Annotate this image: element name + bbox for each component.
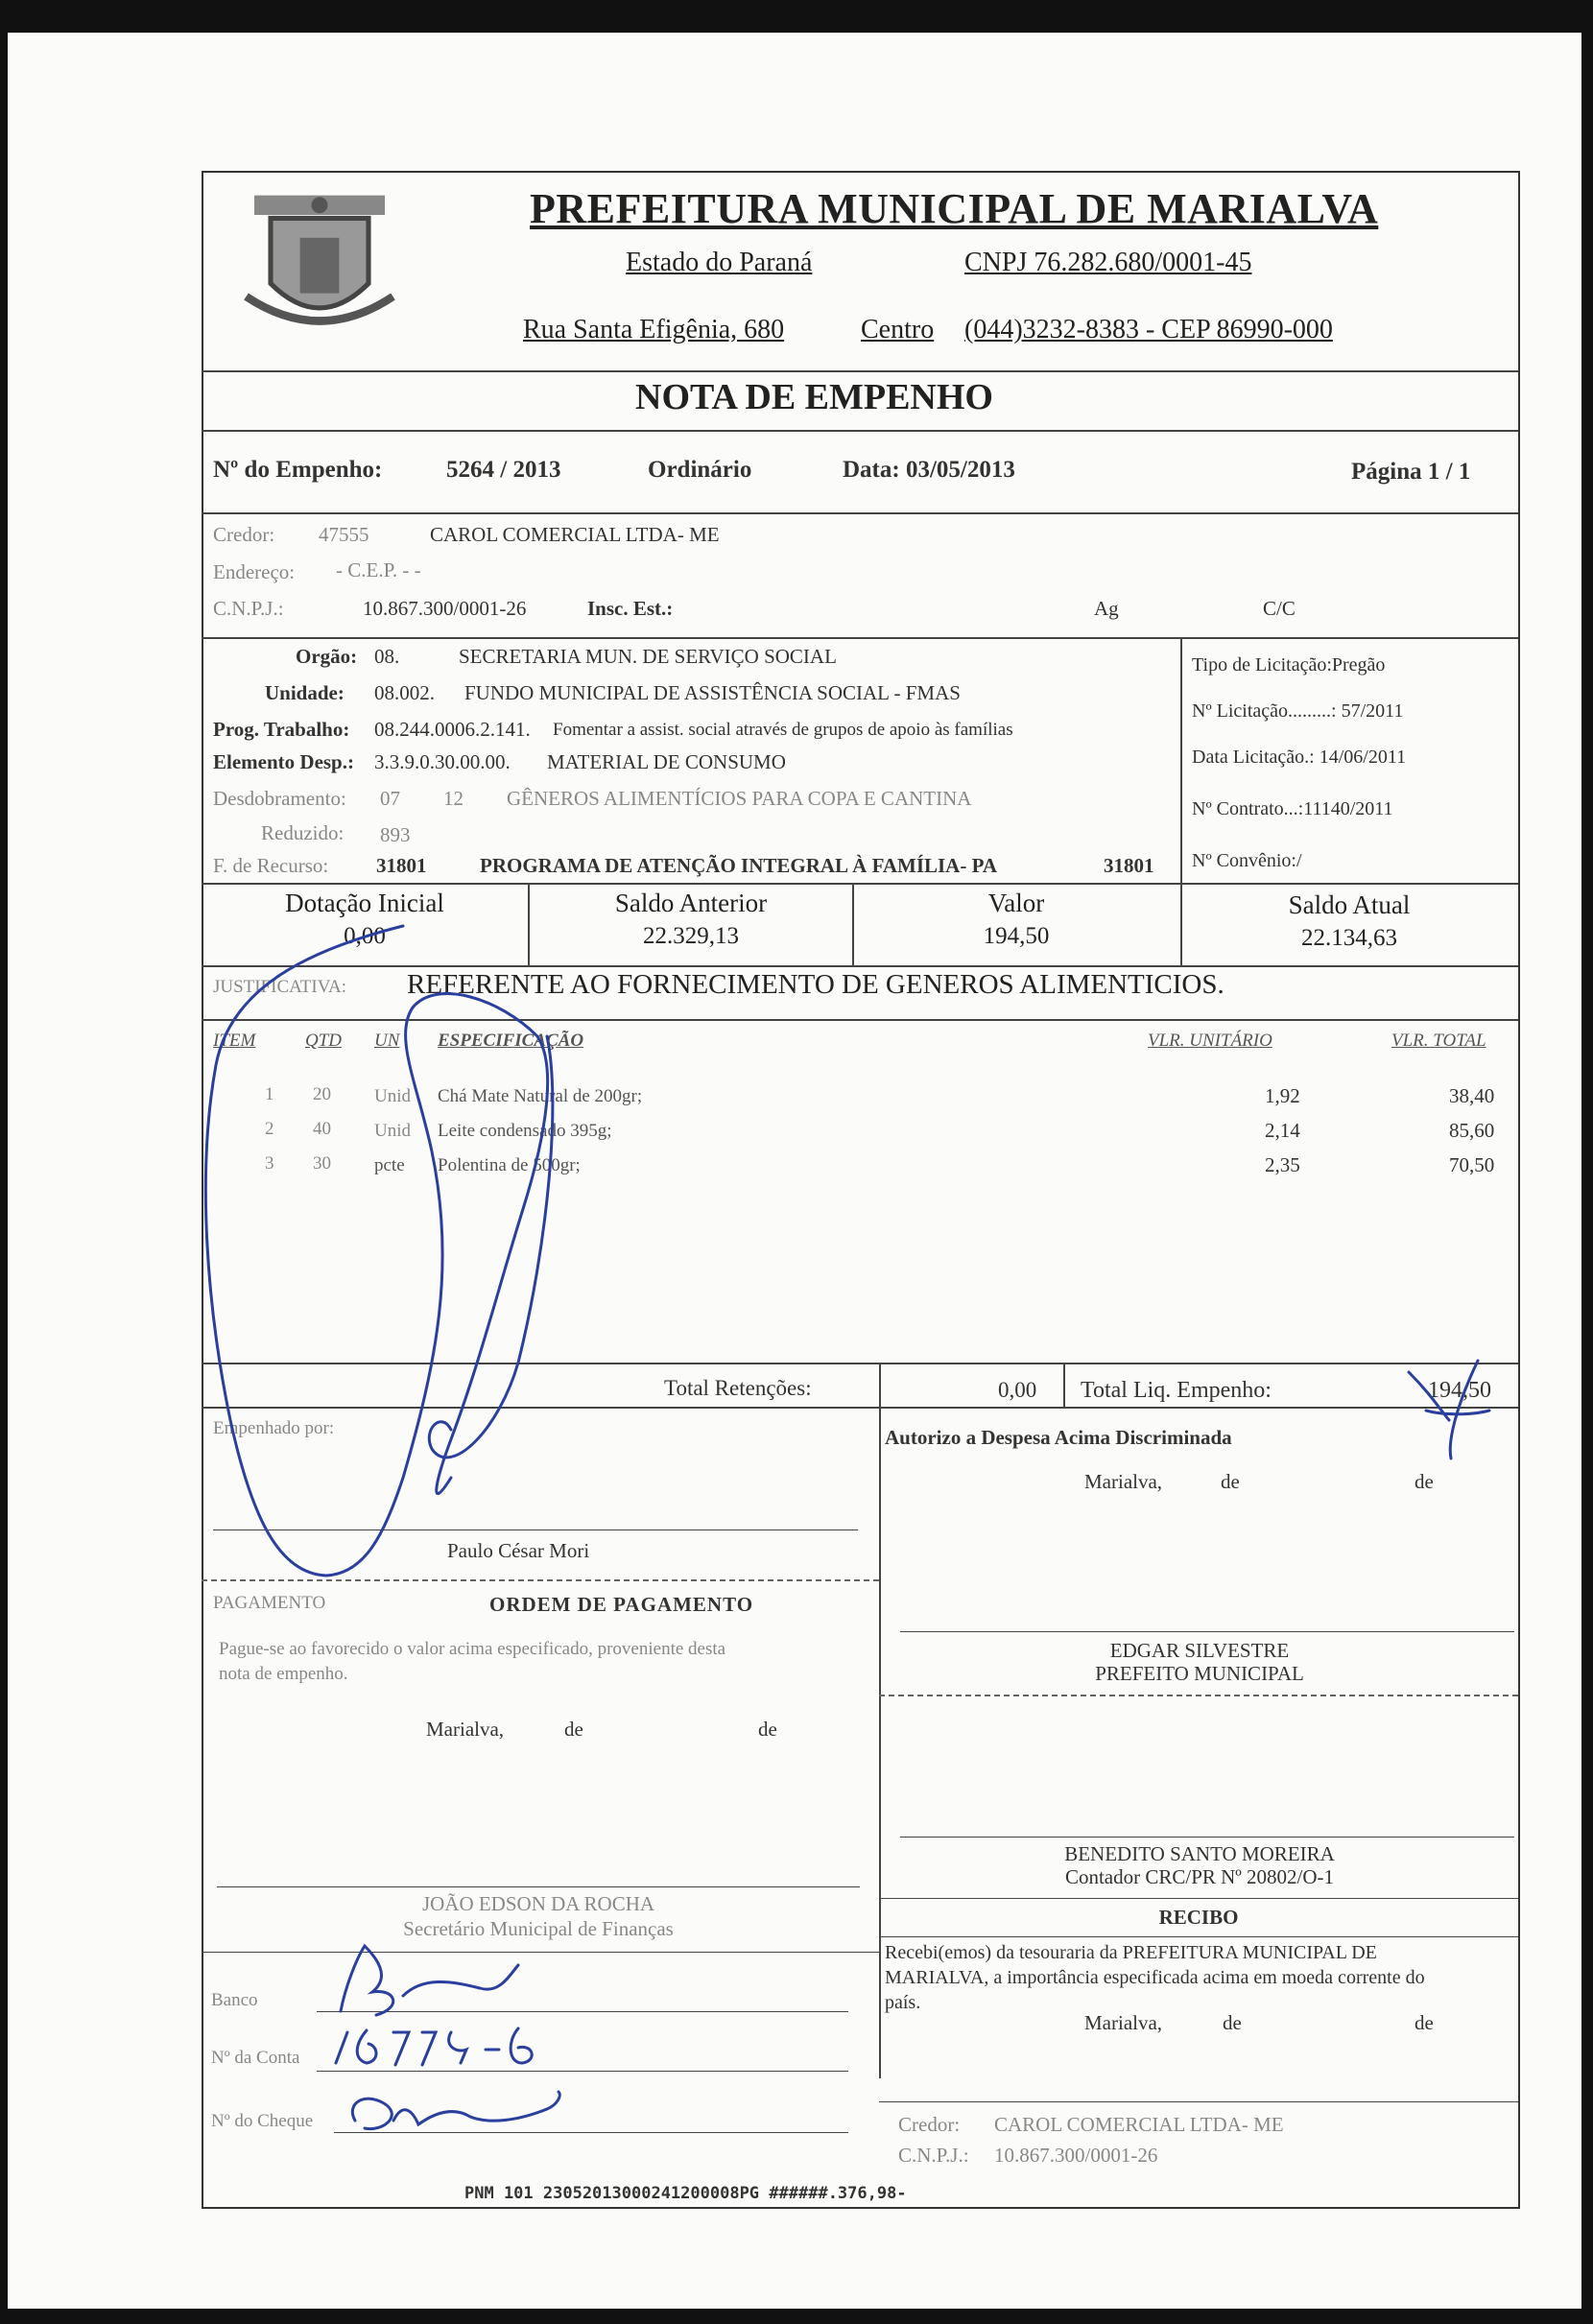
row-qtd: 40 [313,1119,331,1139]
divider [202,1952,879,1953]
divider [879,1898,1518,1899]
prog-label: Prog. Trabalho: [213,718,350,741]
recibo-cnpj-label: C.N.P.J.: [898,2144,969,2167]
divider [202,1579,879,1581]
recibo-place: Marialva, [1084,2011,1163,2034]
doc-title: NOTA DE EMPENHO [635,377,993,417]
pagamento-text1: Pague-se ao favorecido o valor acima especificado, proveniente desta [219,1639,726,1659]
signature-line [217,1886,860,1887]
row-total: 85,60 [1449,1119,1495,1142]
field-line [334,2132,848,2133]
divider [1180,637,1182,883]
autorizo-de1: de [1221,1470,1240,1493]
elemento-label: Elemento Desp.: [213,750,354,773]
prog-name: Fomentar a assist. social através de grupos de apoio às famílias [553,720,1013,740]
empenhado-label: Empenhado por: [213,1418,335,1438]
saldo-anterior-value: 22.329,13 [643,923,739,949]
credor-label: Credor: [213,523,275,546]
col-qtd: QTD [305,1031,343,1051]
recibo-credor-value: CAROL COMERCIAL LTDA- ME [994,2113,1284,2136]
col-especificacao: ESPECIFICAÇÃO [438,1031,584,1051]
signature-line [900,1631,1514,1632]
liq-value: 194,50 [1428,1378,1491,1403]
insc-label: Insc. Est.: [587,597,674,620]
endereco-value: - C.E.P. - - [336,558,421,581]
divider [879,2101,1518,2102]
divider [202,883,1518,885]
orgao-name: SECRETARIA MUN. DE SERVIÇO SOCIAL [459,645,837,668]
retencoes-label: Total Retenções: [664,1376,812,1400]
recibo-cnpj-value: 10.867.300/0001-26 [994,2144,1158,2167]
row-qtd: 30 [313,1153,331,1174]
divider [202,1407,1518,1409]
recibo-line3: país. [885,1992,921,2013]
empenho-type: Ordinário [648,457,752,483]
unidade-label: Unidade: [265,681,345,704]
justificativa-text: REFERENTE AO FORNECIMENTO DE GENEROS ALIMENTICIOS. [407,969,1224,1000]
row-item: 1 [265,1084,274,1104]
recurso-label: F. de Recurso: [213,854,329,877]
credor-code: 47555 [319,523,369,546]
recibo-line1: Recebi(emos) da tesouraria da PREFEITURA MUNICIPAL DE [885,1942,1377,1963]
liq-label: Total Liq. Empenho: [1081,1378,1272,1403]
banco-label: Banco [211,1990,258,2010]
saldo-atual-label: Saldo Atual [1288,890,1411,919]
row-item: 2 [265,1119,274,1139]
divider [879,1363,881,1407]
desdob-label: Desdobramento: [213,787,346,810]
valor-label: Valor [987,889,1045,917]
pagamento-title: ORDEM DE PAGAMENTO [489,1593,754,1616]
divider [879,1936,1518,1937]
contador-name: BENEDITO SANTO MOREIRA [1064,1842,1335,1865]
orgao-label: Orgão: [296,645,358,668]
pagamento-de2: de [758,1718,777,1741]
row-desc: Chá Mate Natural de 200gr; [438,1086,643,1106]
pagamento-signer-role: Secretário Municipal de Finanças [403,1917,674,1940]
licitacao-numero: Nº Licitação.........: 57/2011 [1192,700,1404,722]
recurso-name: PROGRAMA DE ATENÇÃO INTEGRAL À FAMÍLIA- PA [480,854,998,877]
justificativa-label: JUSTIFICATIVA: [213,977,347,997]
empenhado-name: Paulo César Mori [447,1539,590,1562]
desdob-sub: 12 [443,787,464,810]
recibo-de1: de [1223,2011,1242,2034]
divider [202,512,1518,514]
pagamento-place: Marialva, [426,1718,505,1741]
row-total: 38,40 [1449,1084,1495,1107]
credor-name: CAROL COMERCIAL LTDA- ME [430,523,720,546]
empenho-number: 5264 / 2013 [446,457,561,483]
dotacao-label: Dotação Inicial [285,889,444,917]
conta-label: Nº da Conta [211,2048,300,2068]
recibo-de2: de [1415,2011,1434,2034]
row-unit: 1,92 [1265,1084,1300,1107]
autorizo-title: Autorizo a Despesa Acima Discriminada [885,1426,1232,1449]
recibo-line2: MARIALVA, a importância especificada acima em moeda corrente do [885,1967,1425,1988]
header-address: Rua Santa Efigênia, 680 [523,315,785,344]
cnpj-value: 10.867.300/0001-26 [363,597,527,620]
contador-role: Contador CRC/PR Nº 20802/O-1 [1064,1865,1335,1888]
saldo-atual-value: 22.134,63 [1301,925,1397,951]
divider [202,370,1518,372]
col-item: ITEM [213,1031,256,1051]
divider [202,1019,1518,1021]
autorizo-place: Marialva, [1084,1470,1163,1493]
ag-label: Ag [1094,597,1119,620]
desdob-name: GÊNEROS ALIMENTÍCIOS PARA COPA E CANTINA [507,787,972,810]
row-unit: 2,14 [1265,1119,1300,1142]
col-un: UN [374,1031,400,1051]
col-vlr-unitario: VLR. UNITÁRIO [1148,1031,1272,1051]
reduzido-label: Reduzido: [261,821,345,844]
header-state: Estado do Paraná [626,248,813,277]
pagamento-signer-name: JOÃO EDSON DA ROCHA [421,1892,655,1915]
empenho-label: Nº do Empenho: [213,457,383,483]
page-number: Página 1 / 1 [1351,459,1471,485]
endereco-label: Endereço: [213,560,296,583]
divider [879,1695,1518,1696]
desdob-code: 07 [380,787,400,810]
licitacao-tipo: Tipo de Licitação:Pregão [1192,654,1386,676]
elemento-code: 3.3.9.0.30.00.00. [374,750,511,773]
row-desc: Leite condensado 395g; [438,1121,612,1141]
dotacao-value: 0,00 [344,923,386,949]
header-cnpj: CNPJ 76.282.680/0001-45 [964,248,1252,277]
orgao-code: 08. [374,645,400,668]
cnpj-label: C.N.P.J.: [213,597,284,620]
pagamento-de1: de [564,1718,583,1741]
unidade-name: FUNDO MUNICIPAL DE ASSISTÊNCIA SOCIAL - FMAS [464,681,961,704]
saldo-anterior-label: Saldo Anterior [614,889,768,917]
row-un: Unid [374,1121,411,1141]
row-unit: 2,35 [1265,1153,1300,1176]
field-line [317,2071,848,2072]
divider [879,1407,881,2078]
recurso-code2: 31801 [1104,854,1154,877]
col-vlr-total: VLR. TOTAL [1391,1031,1486,1051]
retencoes-value: 0,00 [998,1378,1037,1402]
autorizo-signer-name: EDGAR SILVESTRE [1109,1639,1290,1662]
divider [202,637,1518,639]
licitacao-contrato: Nº Contrato...:11140/2011 [1192,798,1393,819]
licitacao-convenio: Nº Convênio:/ [1192,850,1302,871]
header-title: PREFEITURA MUNICIPAL DE MARIALVA [530,185,1379,232]
unidade-code: 08.002. [374,681,435,704]
reduzido-value: 893 [380,823,411,846]
row-total: 70,50 [1449,1153,1495,1176]
signature-line [900,1837,1514,1838]
header-phone: (044)3232-8383 - CEP 86990-000 [964,315,1333,344]
header-district: Centro [861,315,935,344]
divider [202,1363,1518,1364]
recurso-code: 31801 [376,854,427,877]
field-line [317,2011,848,2012]
row-un: Unid [374,1086,411,1106]
divider [202,430,1518,432]
pagamento-label: PAGAMENTO [213,1593,326,1613]
licitacao-data: Data Licitação.: 14/06/2011 [1192,747,1407,768]
autorizo-de2: de [1415,1470,1434,1493]
recibo-credor-label: Credor: [898,2113,961,2136]
prog-code: 08.244.0006.2.141. [374,718,531,741]
cc-label: C/C [1263,597,1296,620]
row-desc: Polentina de 500gr; [438,1155,581,1175]
empenho-date: Data: 03/05/2013 [843,457,1015,483]
row-item: 3 [265,1153,274,1174]
recibo-title: RECIBO [1158,1906,1239,1929]
valor-value: 194,50 [983,923,1050,949]
pagamento-text2: nota de empenho. [219,1664,348,1684]
divider [1063,1363,1065,1407]
elemento-name: MATERIAL DE CONSUMO [547,750,786,773]
row-un: pcte [374,1155,405,1175]
autorizo-signer-role: PREFEITO MUNICIPAL [1095,1662,1304,1685]
scan-border [0,0,8,2324]
divider [202,965,1518,967]
row-qtd: 20 [313,1084,331,1104]
footer-code: PNM 101 23052013000241200008PG ######.376,98- [464,2184,907,2203]
cheque-label: Nº do Cheque [211,2111,314,2131]
